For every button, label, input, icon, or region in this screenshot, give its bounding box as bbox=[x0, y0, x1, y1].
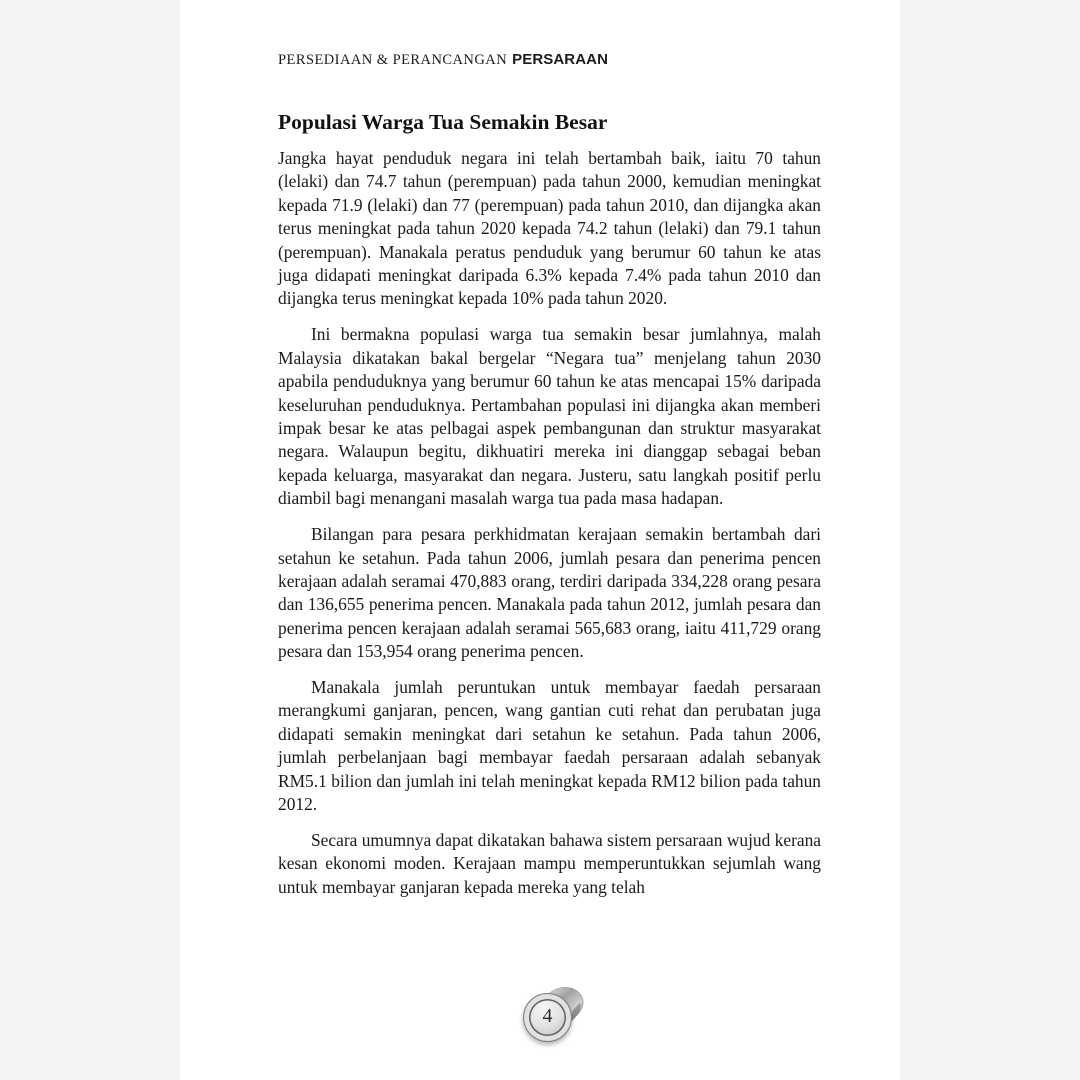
body-paragraph: Secara umumnya dapat dikatakan bahawa sistem persaraan wujud kerana kesan ekonomi moden. Kerajaan mampu memperuntukkan sejumlah wang untuk membayar ganjaran kepada mereka yang telah bbox=[278, 829, 821, 897]
running-header bbox=[278, 51, 608, 69]
page-number: 4 bbox=[542, 1005, 553, 1027]
section-heading: Populasi Warga Tua Semakin Besar bbox=[278, 110, 608, 134]
page-number-circle bbox=[523, 993, 572, 1042]
book-page bbox=[180, 0, 900, 1080]
body-paragraph: Ini bermakna populasi warga tua semakin besar jumlahnya, malah Malaysia dikatakan bakal bergelar “Negara tua” menjelang tahun 2030 apabila penduduknya yang berumur 60 tahun ke atas mencapai 15% daripada keseluruhan penduduknya. Pertambahan populasi ini dijangka akan memberi impak besar ke atas pelbagai aspek pembangunan dan struktur masyarakat negara. Walaupun begitu, dikhuatiri mereka ini dianggap sebagai beban kepada keluarga, masyarakat dan negara. Justeru, satu langkah positif perlu diambil bagi menangani masalah warga tua pada masa hadapan. bbox=[278, 324, 821, 509]
page-number-badge bbox=[517, 984, 595, 1046]
running-header-book-title: PERSARAAN bbox=[512, 51, 609, 68]
body-paragraph: Jangka hayat penduduk negara ini telah bertambah baik, iaitu 70 tahun (lelaki) dan 74.7 tahun (perempuan) pada tahun 2000, kemudian meningkat kepada 71.9 (lelaki) dan 77 (perempuan) pada tahun 2010, dan dijangka akan terus meningkat pada tahun 2020 kepada 74.2 tahun (lelaki) dan 79.1 tahun (perempuan). Manakala peratus penduduk yang berumur 60 tahun ke atas juga didapati meningkat daripada 6.3% kepada 7.4% pada tahun 2010 dan dijangka terus meningkat kepada 10% pada tahun 2020. bbox=[278, 148, 821, 309]
body-paragraph: Bilangan para pesara perkhidmatan kerajaan semakin bertambah dari setahun ke setahun. Pada tahun 2006, jumlah pesara dan penerima pencen kerajaan adalah seramai 470,883 orang, terdiri daripada 334,228 orang pesara dan 136,655 penerima pencen. Manakala pada tahun 2012, jumlah pesara dan penerima pencen kerajaan adalah seramai 565,683 orang, iaitu 411,729 orang pesara dan 153,954 orang penerima pencen. bbox=[278, 524, 821, 662]
body-paragraph: Manakala jumlah peruntukan untuk membayar faedah persaraan merangkumi ganjaran, pencen, wang gantian cuti rehat dan perubatan juga didapati semakin meningkat dari setahun ke setahun. Pada tahun 2006, jumlah perbelanjaan bagi membayar faedah persaraan adalah sebanyak RM5.1 bilion dan jumlah ini telah meningkat kepada RM12 bilion pada tahun 2012. bbox=[278, 677, 821, 815]
running-header-series-title: PERSEDIAAN & PERANCANGAN bbox=[278, 52, 508, 68]
body-text-block bbox=[278, 147, 821, 912]
